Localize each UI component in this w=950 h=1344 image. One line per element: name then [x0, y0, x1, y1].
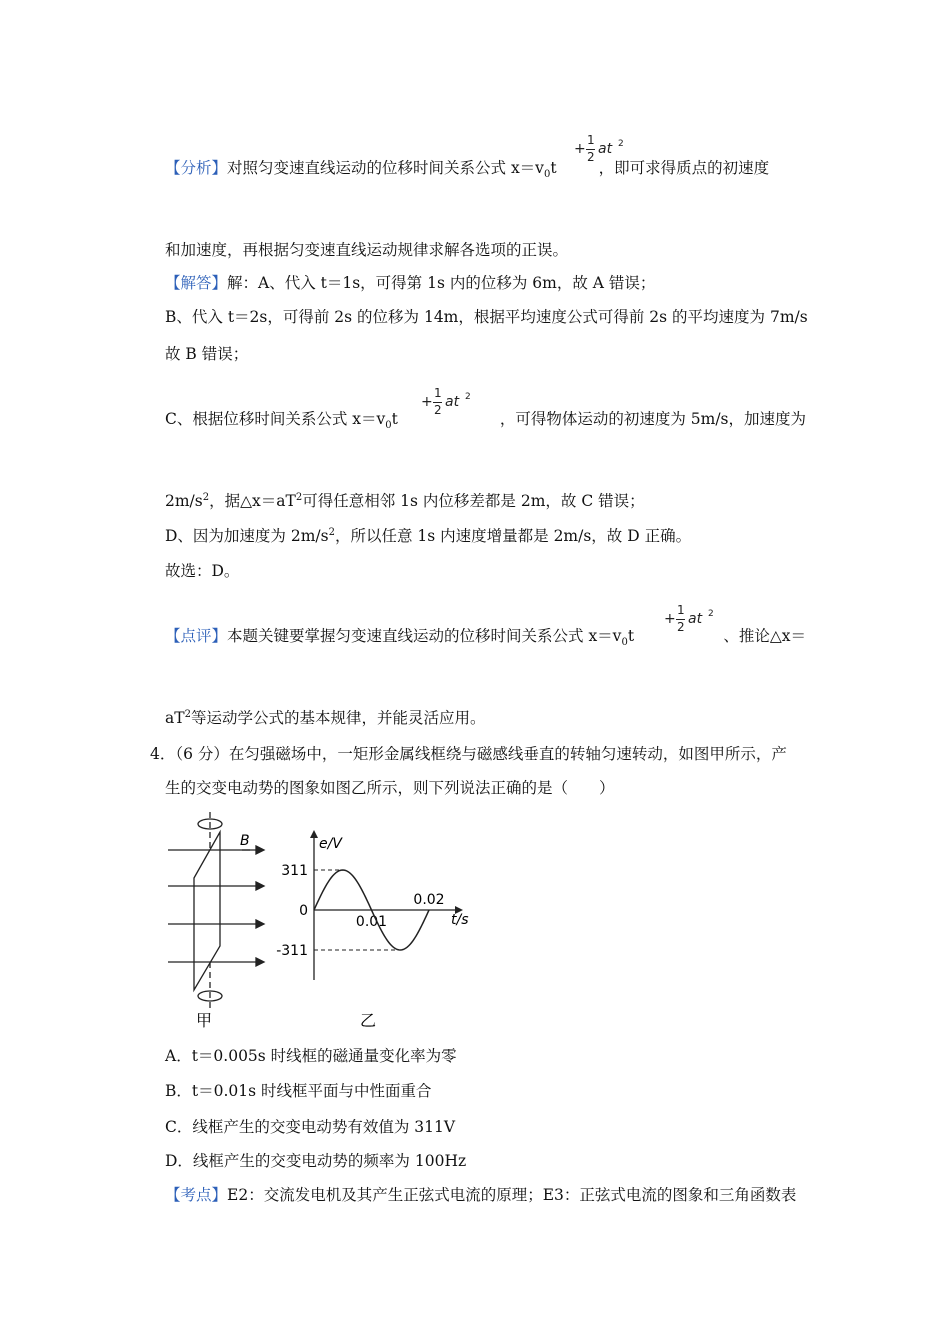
answer-line-3: 故 B 错误； [165, 345, 249, 363]
comment-tag: 【点评】 [165, 627, 228, 645]
arrow-icon [256, 882, 264, 890]
emf-chart [276, 830, 468, 980]
y-tick-label: 0 [299, 903, 308, 919]
kaodian-tag: 【考点】 [165, 1186, 228, 1204]
arrow-icon [256, 846, 264, 854]
option-d: D．线框产生的交变电动势的频率为 100Hz [165, 1152, 467, 1170]
figure-jia-label: 甲 [196, 1011, 213, 1030]
y-tick-label: 311 [281, 863, 308, 879]
option-c: C．线框产生的交变电动势有效值为 311V [165, 1118, 456, 1136]
figure-yi-label: 乙 [360, 1011, 377, 1030]
analysis-line-2: 和加速度，再根据匀变速直线运动规律求解各选项的正误。 [165, 241, 569, 259]
y-tick-label: -311 [276, 943, 308, 959]
rectangular-coil [194, 832, 220, 990]
answer-tag: 【解答】 [165, 274, 228, 292]
analysis-line-1: 【分析】对照匀变速直线运动的位移时间关系公式 $x=v_0t$ ，即可求得质点的初速度 [165, 159, 770, 181]
y-axis-label: e/V [319, 836, 342, 852]
answer-line-4: C、根据位移时间关系公式 $x=v_0t$ ，可得物体运动的初速度为 5m/s，加速度为 [165, 410, 806, 432]
y-axis-arrow-icon [310, 830, 318, 838]
kaodian-line: 【考点】E2：交流发电机及其产生正弦式电流的原理；E3：正弦式电流的图象和三角函数表 [165, 1186, 797, 1204]
answer-line-2: B、代入 t＝2s，可得前 2s 的位移为 14m，根据平均速度公式可得前 2s 的平均速度为 7m/s [165, 308, 808, 326]
analysis-tag: 【分析】 [165, 159, 228, 177]
arrow-icon [256, 920, 264, 928]
answer-line-6: D、因为加速度为 $2m/s^2$，所以任意 1s 内速度增量都是 2m/s，故 D 正确。 [165, 526, 692, 545]
answer-line-1: 【解答】解：A、代入 t＝1s，可得第 1s 内的位移为 6m，故 A 错误； [165, 274, 656, 292]
question-line-1: 4．（6 分）在匀强磁场中，一矩形金属线框绕与磁感线垂直的转轴匀速转动，如图甲所示，产 [150, 745, 787, 763]
option-a: A．t＝0.005s 时线框的磁通量变化率为零 [165, 1047, 457, 1065]
arrow-icon [256, 958, 264, 966]
x-axis-label: t/s [451, 912, 469, 928]
x-tick-label: 0.01 [355, 914, 388, 930]
field-b-label: B [240, 833, 250, 849]
question-figure [160, 808, 480, 1036]
answer-line-5: $2m/s^2$，据$\triangle x=aT^2$可得任意相邻 1s 内位移差都是 2m，故 C 错误； [165, 491, 645, 510]
answer-line-7: 故选：D。 [165, 562, 240, 580]
comment-line-1: 【点评】本题关键要掌握匀变速直线运动的位移时间关系公式 $x=v_0t$ 、推论△x＝ [165, 627, 806, 649]
comment-line-2: $aT^2$等运动学公式的基本规律，并能灵活应用。 [165, 708, 486, 727]
question-line-2: 生的交变电动势的图象如图乙所示，则下列说法正确的是（ ） [165, 779, 615, 797]
x-tick-label: 0.02 [413, 892, 445, 908]
option-b: B．t＝0.01s 时线框平面与中性面重合 [165, 1082, 432, 1100]
